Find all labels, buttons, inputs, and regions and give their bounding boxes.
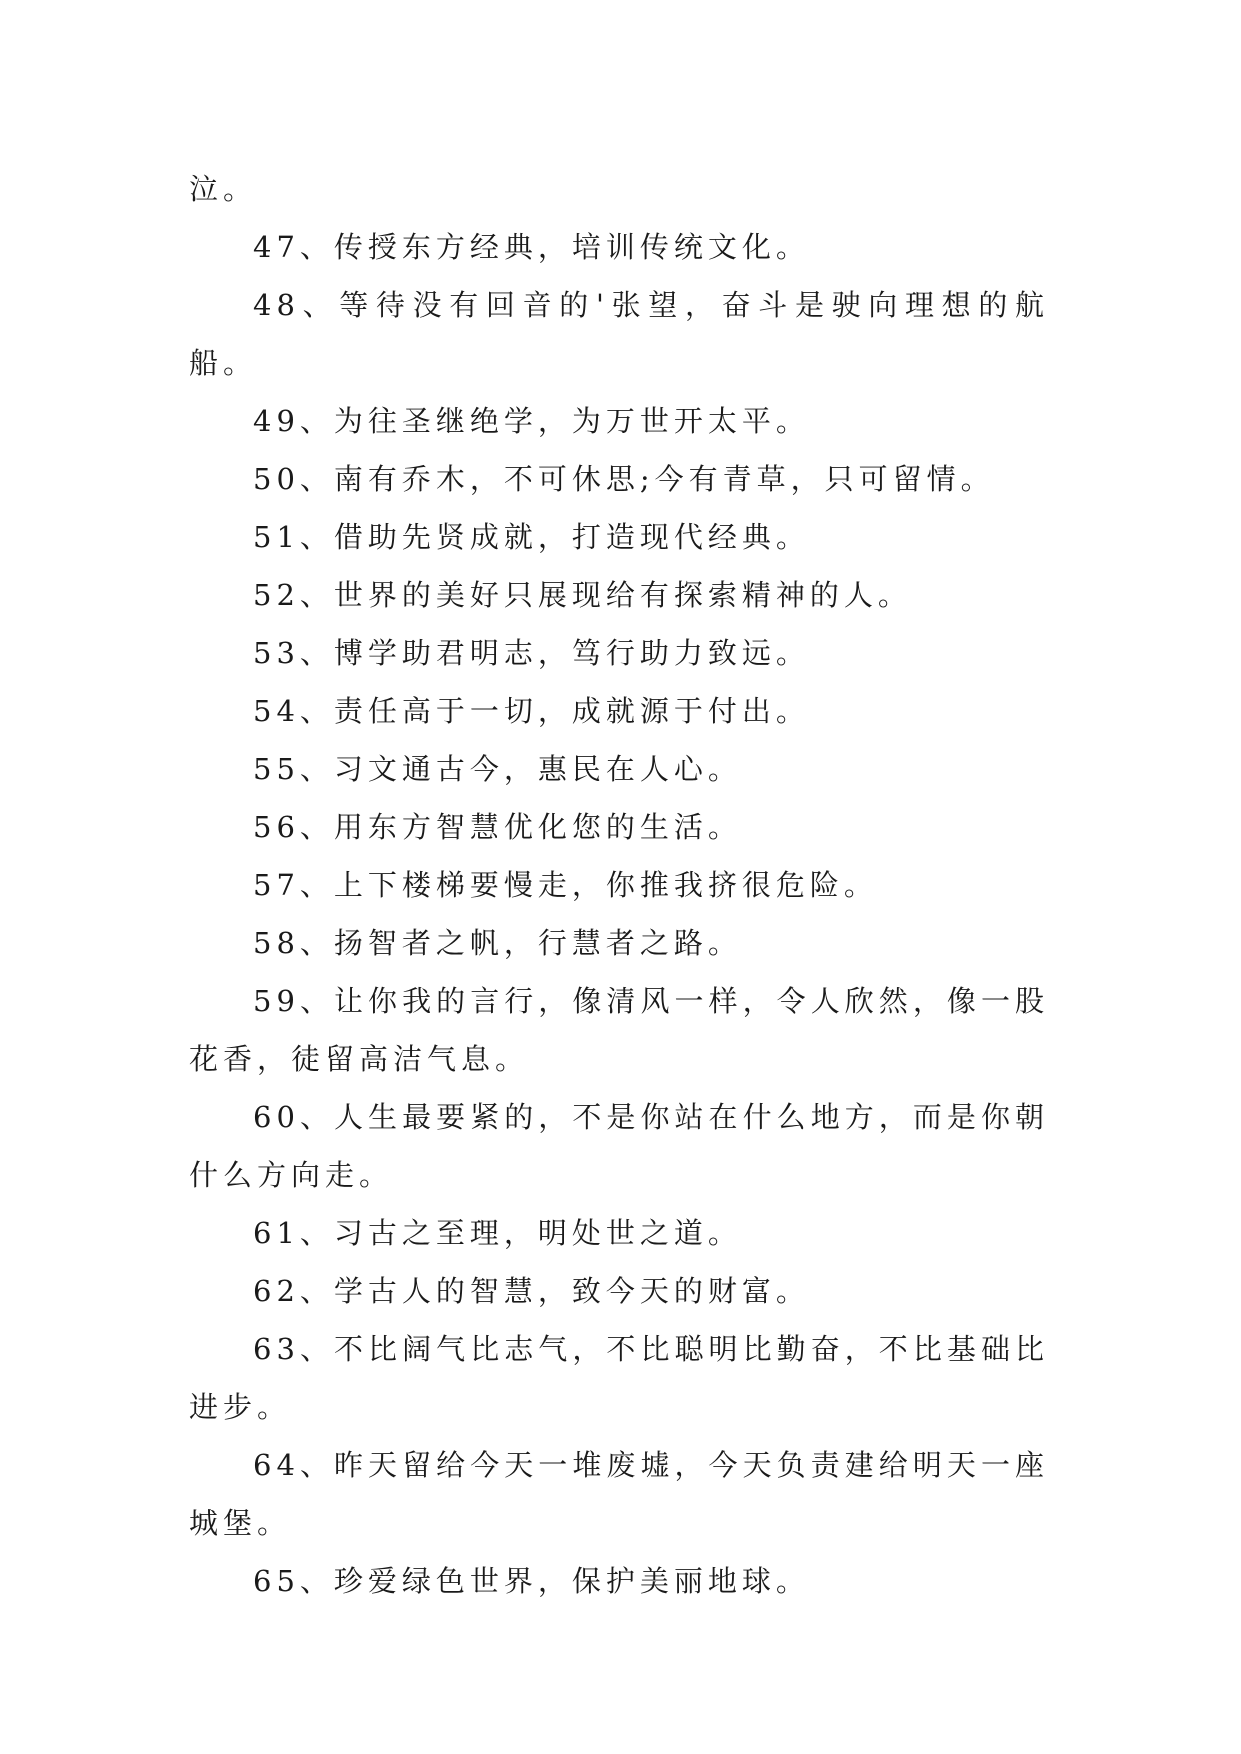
paragraph-57: 57、上下楼梯要慢走，你推我挤很危险。	[253, 868, 878, 902]
paragraph-65: 65、珍爱绿色世界，保护美丽地球。	[253, 1564, 810, 1598]
paragraph-50: 50、南有乔木，不可休思;今有青草，只可留情。	[253, 462, 995, 496]
paragraph-48: 48、等待没有回音的'张望，奋斗是驶向理想的航船。	[189, 288, 1049, 380]
paragraph-52: 52、世界的美好只展现给有探索精神的人。	[253, 578, 912, 612]
paragraph-55: 55、习文通古今，惠民在人心。	[253, 752, 742, 786]
paragraph-54: 54、责任高于一切，成就源于付出。	[253, 694, 810, 728]
paragraph-47: 47、传授东方经典，培训传统文化。	[253, 230, 810, 264]
paragraph-56: 56、用东方智慧优化您的生活。	[253, 810, 742, 844]
paragraph-continuation: 泣。	[189, 172, 258, 206]
paragraph-53: 53、博学助君明志，笃行助力致远。	[253, 636, 810, 670]
document-body	[189, 160, 1049, 1610]
paragraph-61: 61、习古之至理，明处世之道。	[253, 1216, 742, 1250]
paragraph-49: 49、为往圣继绝学，为万世开太平。	[253, 404, 810, 438]
paragraph-63: 63、不比阔气比志气，不比聪明比勤奋，不比基础比进步。	[189, 1332, 1049, 1424]
paragraph-60: 60、人生最要紧的，不是你站在什么地方，而是你朝什么方向走。	[189, 1100, 1049, 1192]
paragraph-58: 58、扬智者之帆，行慧者之路。	[253, 926, 742, 960]
paragraph-51: 51、借助先贤成就，打造现代经典。	[253, 520, 810, 554]
paragraph-59: 59、让你我的言行，像清风一样，令人欣然，像一股花香，徒留高洁气息。	[189, 984, 1049, 1076]
paragraph-64: 64、昨天留给今天一堆废墟，今天负责建给明天一座城堡。	[189, 1448, 1049, 1540]
paragraph-62: 62、学古人的智慧，致今天的财富。	[253, 1274, 810, 1308]
